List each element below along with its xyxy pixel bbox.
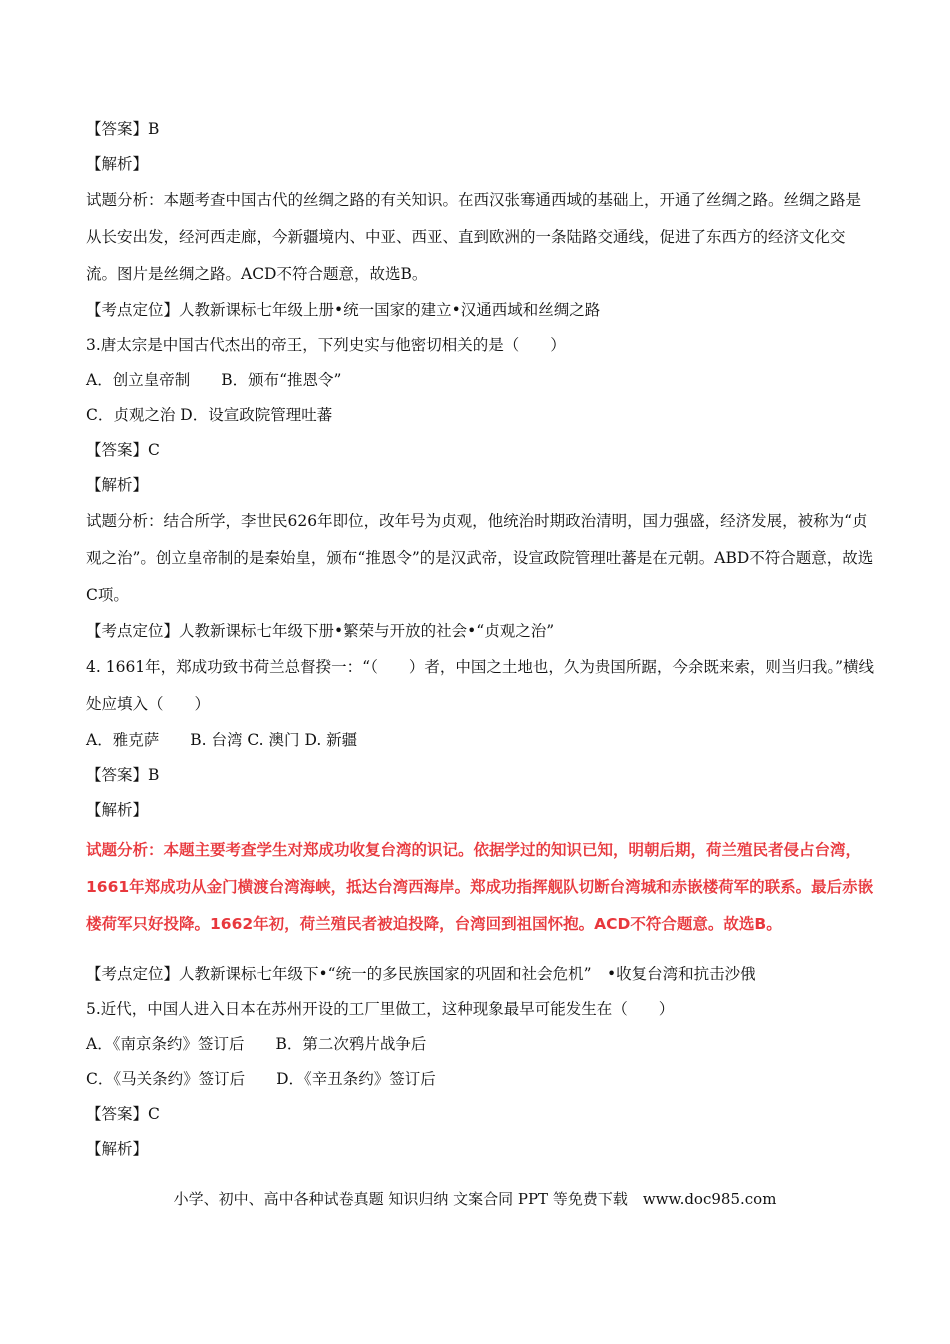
analysis-label-q5: 【解析】 (86, 1140, 149, 1158)
kaodian-q3: 【考点定位】人教新课标七年级下册•繁荣与开放的社会•“贞观之治” (86, 622, 555, 640)
kaodian-q2: 【考点定位】人教新课标七年级上册•统一国家的建立•汉通西域和丝绸之路 (86, 301, 601, 319)
question-5: 5.近代，中国人进入日本在苏州开设的工厂里做工，这种现象最早可能发生在（ ） (86, 1000, 675, 1018)
options-q3-row1: A．创立皇帝制 B．颁布“推恩令” (86, 371, 342, 389)
analysis-q2: 试题分析：本题考查中国古代的丝绸之路的有关知识。在西汉张骞通西域的基础上，开通了丝绸之路。丝绸之路是从长安出发，经河西走廊，今新疆境内、中亚、西亚、直到欧洲的一条陆路交通线，促进了东西方的经济文化交流。图片是丝绸之路。ACD不符合题意，故选B。 (86, 191, 862, 283)
kaodian-q4: 【考点定位】人教新课标七年级下•“统一的多民族国家的巩固和社会危机” •收复台湾和抗击沙俄 (86, 965, 756, 983)
page-footer: 小学、初中、高中各种试卷真题 知识归纳 文案合同 PPT 等免费下载 www.doc985.com (173, 1190, 777, 1208)
question-4: 4. 1661年，郑成功致书荷兰总督揆一：“（ ）者，中国之土地也，久为贵国所踞，今余既来索，则当归我。”横线处应填入（ ） (86, 658, 875, 713)
answer-q3: 【答案】C (86, 441, 160, 459)
spacer (86, 943, 876, 957)
answer-q2: 【答案】B (86, 120, 160, 138)
analysis-label-q4: 【解析】 (86, 801, 149, 819)
options-q5-row2: C．《马关条约》签订后 D．《辛丑条约》签订后 (86, 1070, 436, 1088)
answer-q5: 【答案】C (86, 1105, 160, 1123)
analysis-q4-highlighted: 试题分析：本题主要考查学生对郑成功收复台湾的识记。依据学过的知识已知，明朝后期，荷兰殖民者侵占台湾，1661年郑成功从金门横渡台湾海峡，抵达台湾西海岸。郑成功指挥舰队切断台湾城和赤嵌楼荷军的联系。最后赤嵌楼荷军只好投降。1662年初，荷兰殖民者被迫投降，台湾回到祖国怀抱。ACD不符合题意。故选B。 (86, 841, 874, 933)
document-body (86, 112, 876, 1167)
options-q5-row1: A．《南京条约》签订后 B．第二次鸦片战争后 (86, 1035, 427, 1053)
analysis-label-q3: 【解析】 (86, 476, 149, 494)
options-q4: A．雅克萨 B. 台湾 C. 澳门 D. 新疆 (86, 731, 358, 749)
question-3: 3.唐太宗是中国古代杰出的帝王，下列史实与他密切相关的是（ ） (86, 336, 566, 354)
analysis-q3: 试题分析：结合所学，李世民626年即位，改年号为贞观，他统治时期政治清明，国力强盛，经济发展，被称为“贞观之治”。创立皇帝制的是秦始皇，颁布“推恩令”的是汉武帝，设宣政院管理吐蕃是在元朝。ABD不符合题意，故选C项。 (86, 512, 874, 604)
options-q3-row2: C．贞观之治 D．设宣政院管理吐蕃 (86, 406, 333, 424)
answer-q4: 【答案】B (86, 766, 160, 784)
analysis-label-q2: 【解析】 (86, 155, 149, 173)
